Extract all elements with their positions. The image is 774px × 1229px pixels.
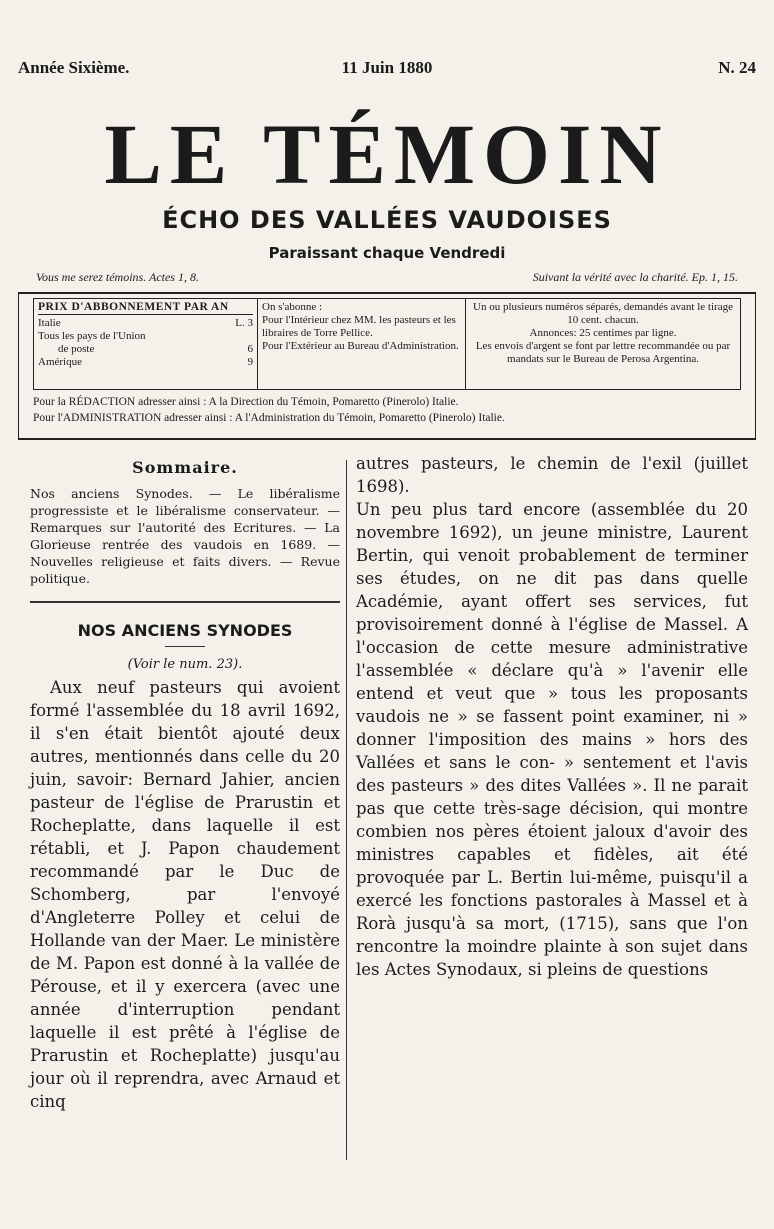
subscribe-info: On s'abonne : Pour l'Intérieur chez MM. les pasteurs et les libraires de Torre Pellice. Pour l'Extérieur au Bureau d'Administration. [258, 299, 466, 389]
numbers-info: Un ou plusieurs numéros séparés, demandés avant le tirage 10 cent. chacun. Annonces: 25 centimes par ligne. Les envois d'argent se font par lettre recommandée ou par mandats sur le Bureau de Perosa Argentina. [473, 301, 733, 365]
issue-number: N. 24 [718, 58, 756, 77]
left-column [30, 452, 340, 1113]
masthead-title: LE TÉMOIN [104, 106, 670, 202]
price-row [38, 330, 253, 343]
administration-address: Pour l'ADMINISTRATION adresser ainsi : A l'Administration du Témoin, Pomaretto (Pinerolo) Italie. [33, 412, 505, 424]
newspaper-page [14, 0, 760, 1229]
heading-rule [165, 646, 205, 647]
price-label: de poste [58, 343, 95, 355]
price-row [38, 356, 253, 369]
price-label: Italie [38, 317, 61, 329]
price-value: 9 [247, 356, 253, 368]
issue-date: 11 Juin 1880 [341, 58, 433, 77]
issue-year: Année Sixième. [18, 58, 130, 77]
section-separator [30, 601, 340, 603]
price-row [38, 317, 253, 330]
price-value: 6 [247, 343, 253, 355]
price-label: Amérique [38, 356, 82, 368]
article-text-right: autres pasteurs, le chemin de l'exil (juillet 1698). Un peu plus tard encore (assemblée du 20 novembre 1692), un jeune ministre, Laurent Bertin, qui venoit probablement de terminer ses études, on ne dit pas dans quelle Académie, ayant offert ses services, fut provisoirement donné à l'église de Massel. A l'occasion de cette mesure administrative l'assemblée « déclare qu'à » l'avenir elle entend et veut que » tous les proposants vaudois ne » se fassent point examiner, ni » donner l'imposition des mains » hors des Vallées et sans le con- » sentement et l'avis des pasteurs » des dites Vallées ». Il ne parait pas que cette très-sage décision, qui montre combien nos pères étoient jaloux d'avoir des ministres capables et fidèles, ait été provoquée par L. Bertin lui-même, puisqu'il a exercé les fonctions pastorales à Massel et à Rorà jusqu'à sa mort, (1715), sans que l'on rencontre la moindre plainte à son sujet dans les Actes Synodaux, si pleins de questions [356, 454, 748, 979]
article-heading: NOS ANCIENS SYNODES [77, 621, 293, 640]
motto-left: Vous me serez témoins. Actes 1, 8. [36, 270, 199, 284]
price-label: Tous les pays de l'Union [38, 330, 146, 342]
column-divider [346, 460, 347, 1160]
redaction-address: Pour la RÉDACTION adresser ainsi : A la Direction du Témoin, Pomaretto (Pinerolo) Italie. [33, 396, 459, 408]
price-row [38, 343, 253, 356]
masthead-subtitle: ÉCHO DES VALLÉES VAUDOISES [162, 206, 612, 234]
publication-frequency: Paraissant chaque Vendredi [268, 244, 506, 262]
subscription-box [18, 292, 756, 440]
subscription-table [33, 298, 741, 390]
sommaire-heading: Sommaire. [132, 458, 238, 477]
mottos [36, 270, 738, 285]
motto-right: Suivant la vérité avec la charité. Ep. 1, 15. [532, 270, 738, 284]
price-column [34, 299, 258, 389]
address-lines [33, 394, 741, 426]
issue-header [18, 58, 756, 80]
article-text-left: Aux neuf pasteurs qui avoient formé l'assemblée du 18 avril 1692, il s'en était bientôt ajouté deux autres, mentionnés dans celle du 20 juin, savoir: Bernard Jahier, ancien pasteur de l'église de Prarustin et Rocheplatte, dans laquelle il est rétabli, et J. Papon chaudement recommandé par le Duc de Schomberg, par l'envoyé d'Angleterre Polley et celui de Hollande van der Maer. Le ministère de M. Papon est donné à la vallée de Pérouse, et il y exercera (avec une année d'interruption pendant laquelle il est prêté à l'église de Prarustin et Rocheplatte) jusqu'au jour où il reprendra, avec Arnaud et cinq [30, 678, 340, 1111]
price-title: PRIX D'ABBONNEMENT PAR AN [38, 301, 253, 315]
article-reference: (Voir le num. 23). [127, 657, 243, 672]
right-column [356, 452, 748, 981]
price-value: L. 3 [235, 317, 253, 329]
sommaire-text: Nos anciens Synodes. — Le libéralisme progressiste et le libéralisme conservateur. — Remarques sur l'autorité des Ecritures. — La Glorieuse rentrée des vaudois en 1689. — Nouvelles religieuse et faits divers. — Revue politique. [30, 486, 340, 586]
